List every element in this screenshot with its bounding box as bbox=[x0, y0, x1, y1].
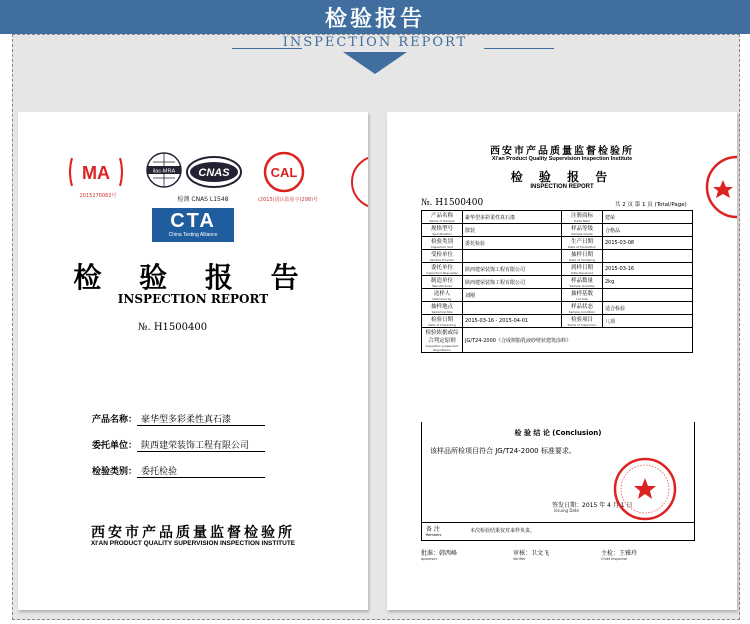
row-label: 检验日期 Date of Inspecting bbox=[422, 315, 463, 328]
row-value-2: 建荣 bbox=[603, 211, 693, 224]
row-value: 委托检验 bbox=[463, 237, 562, 250]
row-label-2: 生产日期 Date of Production bbox=[562, 237, 603, 250]
cover-title: 检 验 报 告 bbox=[73, 261, 313, 294]
row-label-2: 样品数量 Sample Quantity bbox=[562, 276, 603, 289]
row-label: 规格型号 Specification bbox=[422, 224, 463, 237]
edge-seal-icon bbox=[697, 152, 737, 222]
row-value-2: 八项 bbox=[603, 315, 693, 328]
cover-page bbox=[18, 112, 368, 610]
signer-role-en: Verifier bbox=[513, 557, 526, 561]
cover-field-product bbox=[92, 412, 265, 426]
row-label-2: 抽样日期 Date of Sampling bbox=[562, 250, 603, 263]
row-value-2: 2015-03-16 bbox=[603, 263, 693, 276]
report-number: №. H1500400 bbox=[421, 198, 484, 208]
row-value: 刘刚 bbox=[463, 289, 562, 302]
row-value-2: 合格品 bbox=[603, 224, 693, 237]
row-value-2: 2015-03-08 bbox=[603, 237, 693, 250]
field-label: 产品名称： bbox=[92, 415, 138, 425]
basis-label: 检验依据或综合判定原则 Inspection Judgement Regulations bbox=[422, 328, 463, 353]
signer-chief bbox=[601, 548, 637, 561]
row-value bbox=[463, 250, 562, 263]
basis-row bbox=[422, 328, 693, 353]
cover-field-client bbox=[92, 438, 265, 452]
cnas-logo-icon bbox=[184, 152, 244, 192]
signer-label: 主检： bbox=[601, 550, 620, 557]
remark-text: 本次检验结果仅对来样负责。 bbox=[470, 528, 536, 534]
field-label: 委托单位： bbox=[92, 441, 138, 451]
conclusion-box bbox=[421, 422, 695, 523]
cta-logo-text: CTA bbox=[170, 210, 216, 232]
field-value: 委托检验 bbox=[137, 464, 265, 478]
banner bbox=[0, 0, 750, 34]
cta-logo bbox=[152, 208, 234, 242]
cover-title-en: INSPECTION REPORT bbox=[117, 292, 269, 306]
row-label: 检验类别 Inspection Sort bbox=[422, 237, 463, 250]
issue-date-en: Issuing Date bbox=[554, 508, 579, 513]
conclusion-title: 检 验 结 论 (Conclusion) bbox=[514, 429, 602, 437]
report-table bbox=[421, 210, 693, 353]
row-value-2: 适合检验 bbox=[603, 302, 693, 315]
conclusion-text: 该样品所检项目符合 JG/T24-2000 标准要求。 bbox=[430, 447, 576, 455]
signer-verifier bbox=[513, 548, 549, 561]
field-value: 豪华型多彩柔性真石漆 bbox=[137, 412, 265, 426]
table-row bbox=[422, 315, 693, 328]
row-value: 豪华型多彩柔性真石漆 bbox=[463, 211, 562, 224]
remark-label-en: Remarks bbox=[426, 533, 442, 537]
signer-approver bbox=[421, 548, 457, 561]
row-value bbox=[463, 302, 562, 315]
table-row bbox=[422, 224, 693, 237]
report-page bbox=[387, 112, 737, 610]
table-row bbox=[422, 250, 693, 263]
row-value: 陕西建荣装饰工程有限公司 bbox=[463, 263, 562, 276]
row-label: 产品名称 Name of Sample bbox=[422, 211, 463, 224]
chevron-down-icon bbox=[343, 52, 407, 74]
table-row bbox=[422, 211, 693, 224]
remark-row bbox=[421, 522, 695, 541]
row-label: 送样人 Delivered by bbox=[422, 289, 463, 302]
cta-logo-subtext: China Testing Alliance bbox=[168, 232, 218, 238]
row-label-2: 注册商标 Trade Mark bbox=[562, 211, 603, 224]
row-label: 抽样地点 Sampling Site bbox=[422, 302, 463, 315]
row-value-2 bbox=[603, 250, 693, 263]
ma-logo-text: MA bbox=[82, 163, 110, 183]
row-label: 制造单位 Manufacturer bbox=[422, 276, 463, 289]
row-label: 受检单位 Sample Provider bbox=[422, 250, 463, 263]
signer-name: 卫文飞 bbox=[531, 550, 550, 557]
row-value-2: 2kg bbox=[603, 276, 693, 289]
official-seal-icon bbox=[612, 456, 678, 522]
issue-date-label: 签发日期： bbox=[552, 502, 583, 509]
cover-organization-en: XI'AN PRODUCT QUALITY SUPERVISION INSPECTION INSTITUTE bbox=[90, 540, 296, 547]
banner-title: 检验报告 bbox=[324, 7, 425, 32]
row-label-2: 抽样基数 Lot Size bbox=[562, 289, 603, 302]
ma-caption: 2015270082号 bbox=[79, 193, 117, 199]
table-row bbox=[422, 276, 693, 289]
cover-report-number: №. H1500400 bbox=[138, 322, 208, 333]
stamp-edge-icon bbox=[348, 152, 368, 212]
signer-name: 韩西峰 bbox=[439, 550, 458, 557]
row-value-2 bbox=[603, 289, 693, 302]
basis-value: JG/T24-2000《合成树脂乳液砂壁状建筑涂料》 bbox=[463, 328, 693, 353]
row-value: 2015-03-16 - 2015-04-01 bbox=[463, 315, 562, 328]
cal-logo-icon bbox=[262, 150, 306, 194]
signer-label: 审核： bbox=[513, 550, 532, 557]
banner-subtitle: INSPECTION REPORT bbox=[282, 35, 468, 50]
cnas-caption: 检测 CNAS L1548 bbox=[177, 196, 229, 203]
table-row bbox=[422, 302, 693, 315]
cnas-logo-text: CNAS bbox=[198, 167, 230, 179]
issue-date-value: 2015 年 4 月 1 日 bbox=[582, 502, 633, 509]
row-label: 委托单位 Inspection Requester bbox=[422, 263, 463, 276]
field-label: 检验类别： bbox=[92, 467, 138, 477]
row-label-2: 样品状态 Sample Condition bbox=[562, 302, 603, 315]
table-row bbox=[422, 237, 693, 250]
signer-role-en: Chief Inspector bbox=[601, 557, 628, 561]
report-page-count: 共 2 页 第 1 页 (Total/Page) bbox=[615, 202, 687, 208]
row-value: 陕西建荣装饰工程有限公司 bbox=[463, 276, 562, 289]
report-title: 检 验 报 告 bbox=[510, 170, 614, 184]
row-label-2: 检验项目 Items of Inspection bbox=[562, 315, 603, 328]
cover-field-category bbox=[92, 464, 265, 478]
ilac-logo-icon bbox=[144, 150, 184, 190]
field-value: 陕西建荣装饰工程有限公司 bbox=[137, 438, 265, 452]
report-organization-en: Xi'an Product Quality Supervision Inspection Institute bbox=[491, 156, 633, 162]
signer-label: 批准： bbox=[421, 550, 440, 557]
signer-role-en: Approver bbox=[421, 557, 438, 561]
report-organization: 西安市产品质量监督检验所 bbox=[490, 146, 634, 157]
table-row bbox=[422, 263, 693, 276]
row-label-2: 样品等级 Sample Grade bbox=[562, 224, 603, 237]
cal-logo-text: CAL bbox=[270, 165, 298, 180]
ilac-logo-text: ilac-MRA bbox=[152, 168, 176, 175]
row-label-2: 到样日期 Date Received bbox=[562, 263, 603, 276]
table-row bbox=[422, 289, 693, 302]
cma-logo-icon bbox=[66, 152, 126, 192]
cal-caption: (2015)国认监验字(298)号 bbox=[257, 197, 319, 203]
signer-name: 王雅玲 bbox=[619, 550, 638, 557]
remark-label: 备 注 bbox=[426, 526, 440, 533]
row-value: 散装 bbox=[463, 224, 562, 237]
cover-organization: 西安市产品质量监督检验所 bbox=[91, 525, 295, 541]
report-title-en: INSPECTION REPORT bbox=[530, 184, 594, 190]
